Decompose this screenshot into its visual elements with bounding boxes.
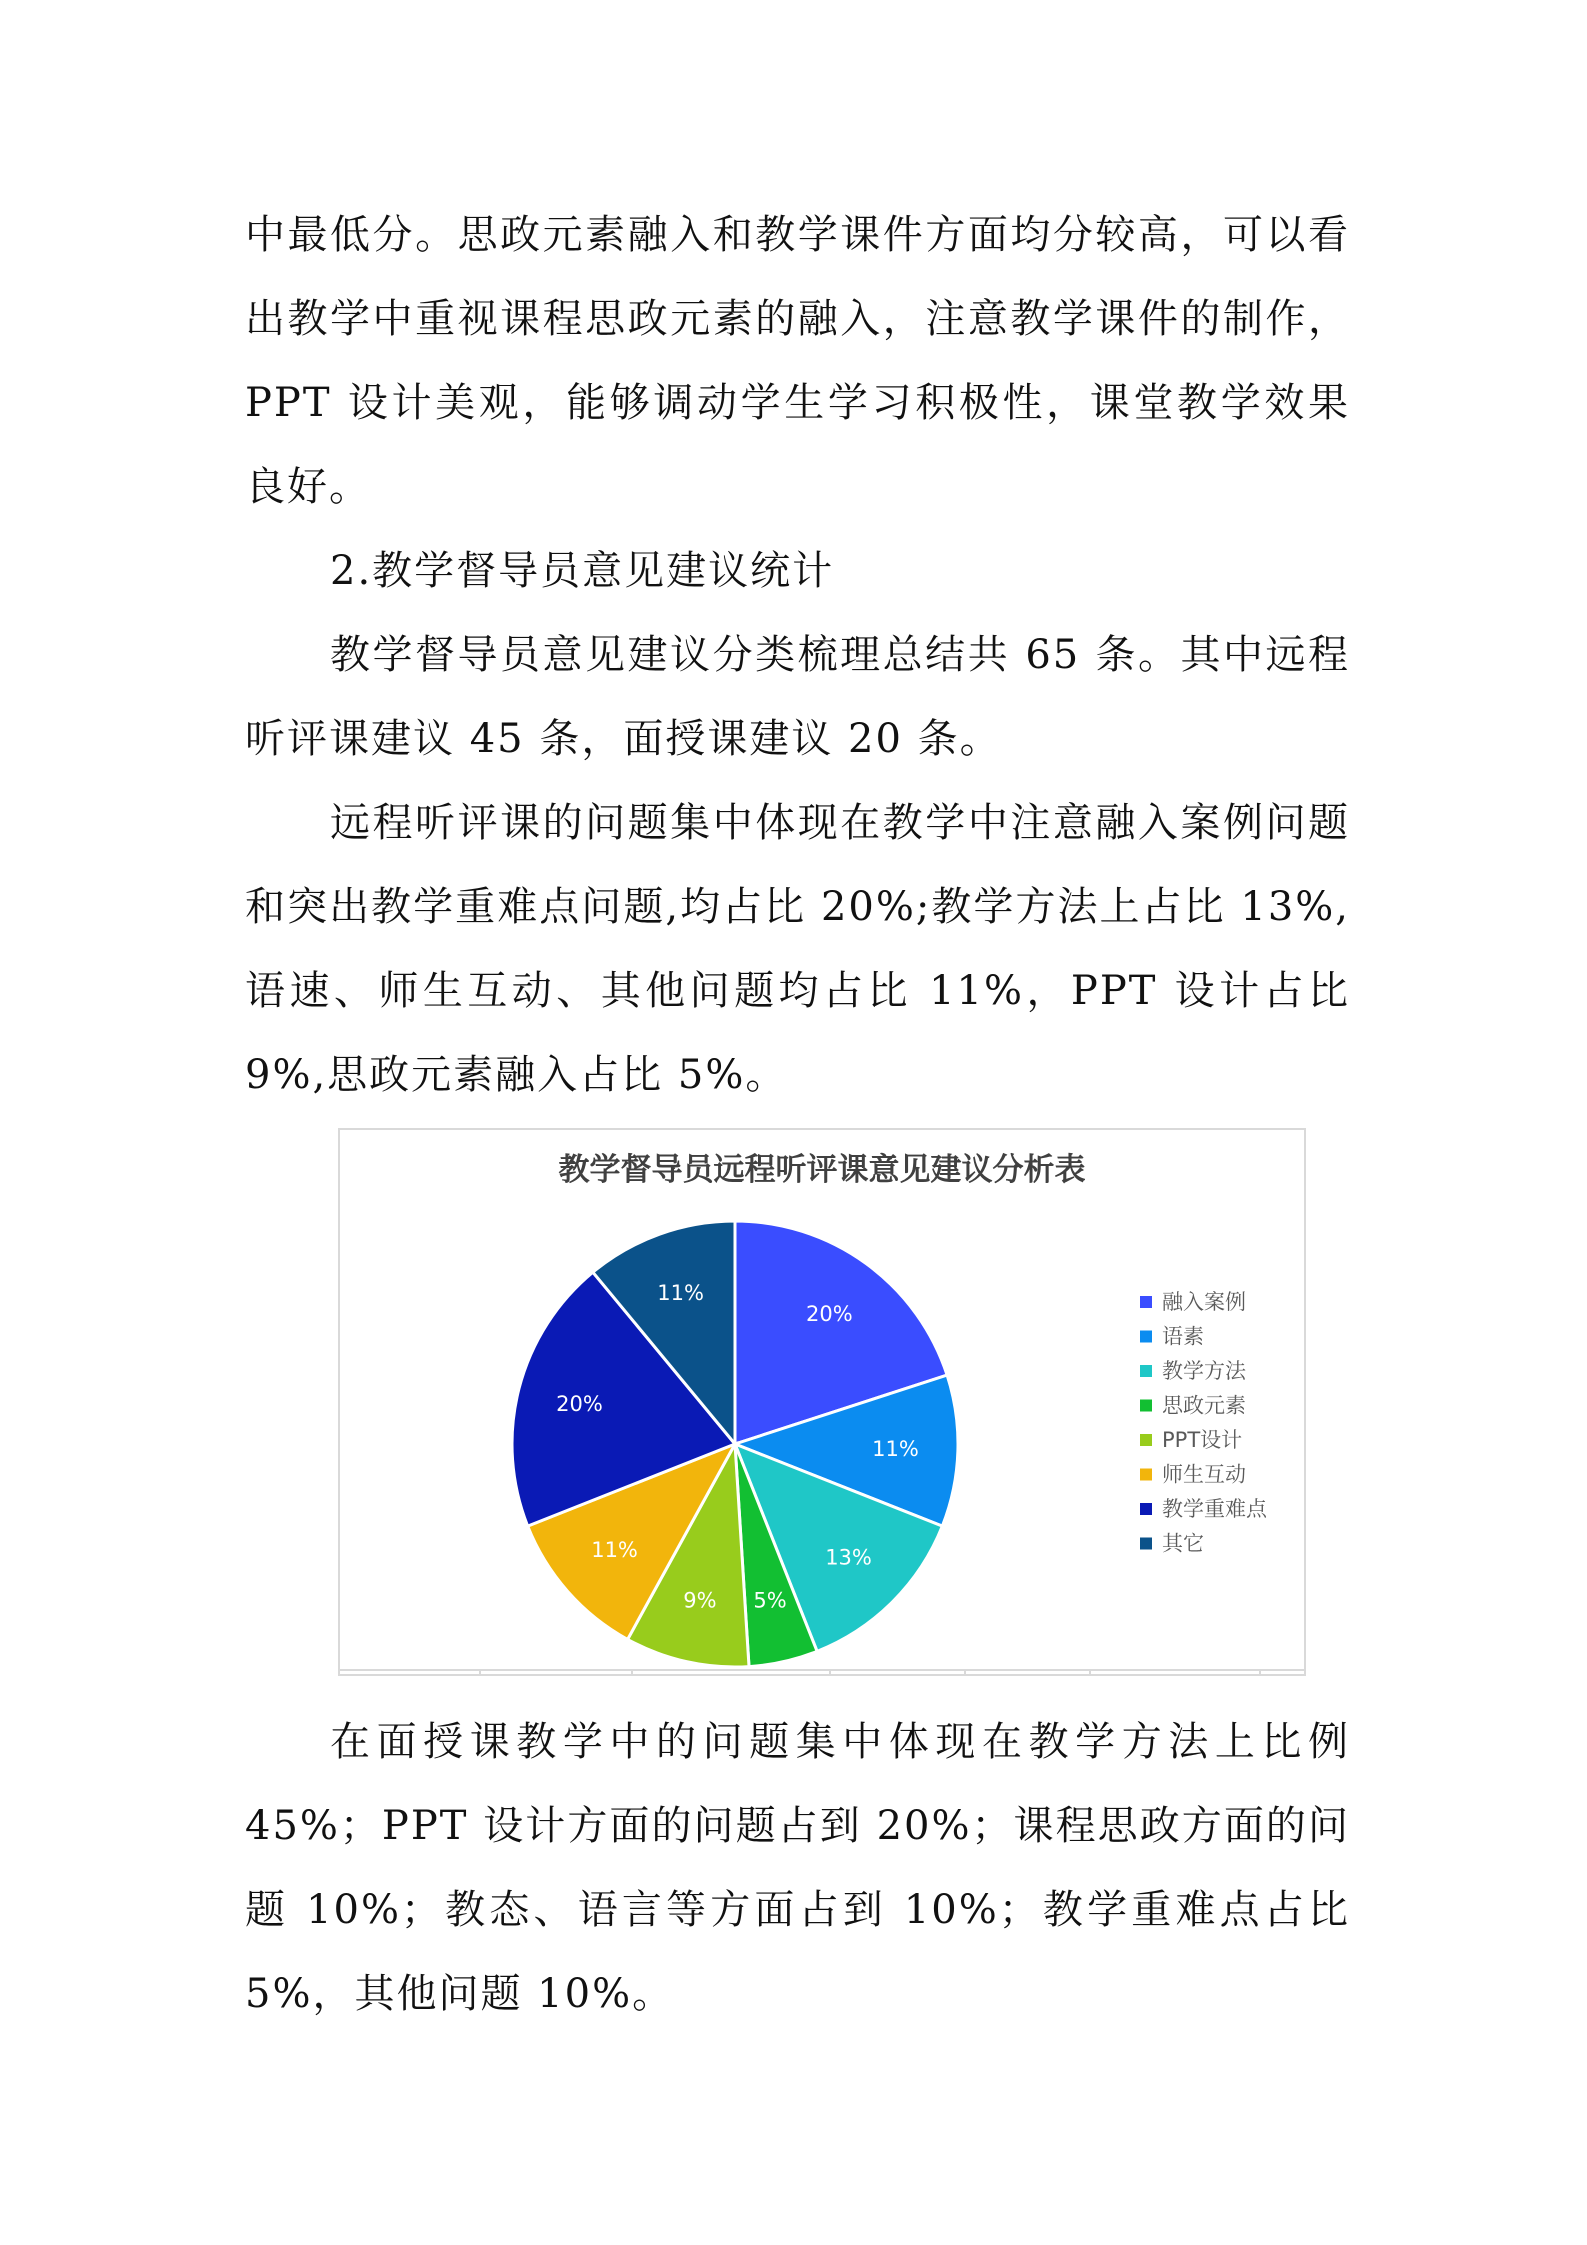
legend-label-1: 融入案例 — [1162, 1290, 1246, 1314]
legend-swatch-5 — [1140, 1434, 1152, 1446]
paragraph-1-text: 中最低分。思政元素融入和教学课件方面均分较高，可以看出教学中重视课程思政元素的融入，注意教学课件的制作，PPT 设计美观，能够调动学生学习积极性，课堂教学效果良好。 — [245, 212, 1350, 510]
legend-label-2: 语素 — [1162, 1324, 1204, 1349]
legend-label-3: 教学方法 — [1162, 1359, 1246, 1383]
pie-slice-label-2: 11% — [872, 1437, 919, 1462]
pie-slice-label-1: 20% — [806, 1302, 853, 1327]
chart-title: 教学督导员远程听评课意见建议分析表 — [558, 1152, 1086, 1188]
pie-slice-label-4: 5% — [753, 1588, 787, 1613]
legend-swatch-2 — [1140, 1331, 1152, 1343]
pie-chart — [338, 1128, 1306, 1676]
pie-slice-label-6: 11% — [591, 1538, 638, 1563]
paragraph-3 — [245, 613, 1350, 781]
legend-swatch-3 — [1140, 1365, 1152, 1377]
legend-label-5: PPT设计 — [1162, 1428, 1243, 1452]
legend-label-4: 思政元素 — [1162, 1393, 1246, 1418]
legend-label-8: 其它 — [1162, 1531, 1204, 1556]
pie-slice-label-7: 20% — [556, 1392, 603, 1417]
legend-label-6: 师生互动 — [1162, 1462, 1246, 1487]
section-heading-text: 2.教学督导员意见建议统计 — [330, 548, 835, 594]
paragraph-5-text: 在面授课教学中的问题集中体现在教学方法上比例 45%；PPT 设计方面的问题占到 20%；课程思政方面的问题 10%；教态、语言等方面占到 10%；教学重难点占比 5%，其他问题 10%。 — [245, 1719, 1350, 2017]
legend-swatch-8 — [1140, 1538, 1152, 1550]
legend-swatch-6 — [1140, 1469, 1152, 1481]
pie-slice-label-5: 9% — [683, 1588, 717, 1613]
legend-label-7: 教学重难点 — [1162, 1497, 1267, 1521]
paragraph-1 — [245, 193, 1350, 529]
section-heading — [245, 529, 1350, 613]
paragraph-5 — [245, 1700, 1350, 2036]
legend-swatch-1 — [1140, 1296, 1152, 1308]
pie-slice-label-3: 13% — [825, 1545, 872, 1570]
paragraph-3-text: 教学督导员意见建议分类梳理总结共 65 条。其中远程听评课建议 45 条，面授课建议 20 条。 — [245, 632, 1350, 762]
pie-slice-label-8: 11% — [657, 1280, 704, 1305]
paragraph-4 — [245, 781, 1350, 1117]
pie-legend — [1140, 1290, 1268, 1556]
chart-axis-decor — [340, 1670, 1304, 1674]
paragraph-4-text: 远程听评课的问题集中体现在教学中注意融入案例问题和突出教学重难点问题,均占比 20%;教学方法上占比 13%,语速、师生互动、其他问题均占比 11%，PPT 设计占比 9%,思政元素融入占比 5%。 — [245, 800, 1350, 1098]
pie-chart-svg — [340, 1130, 1304, 1674]
legend-swatch-4 — [1140, 1400, 1152, 1412]
legend-swatch-7 — [1140, 1503, 1152, 1515]
